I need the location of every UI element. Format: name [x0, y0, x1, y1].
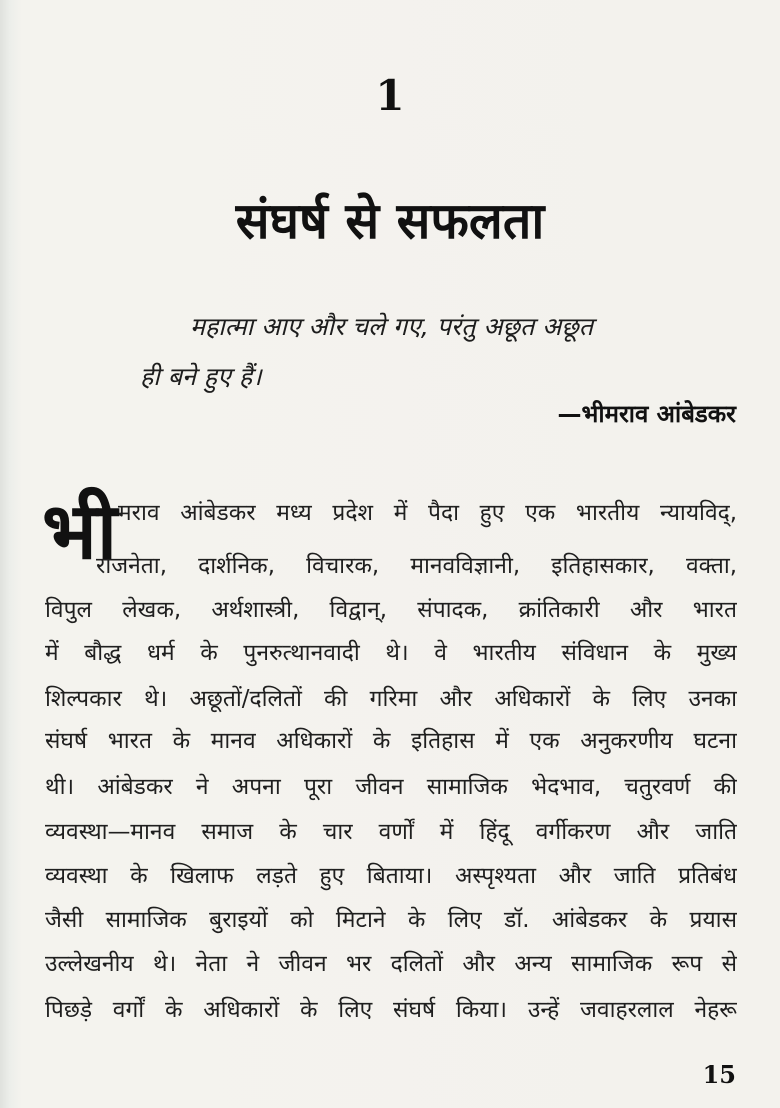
body-line: राजनेता, दार्शनिक, विचारक, मानवविज्ञानी, इतिहासकार, वक्ता,	[96, 553, 737, 579]
epigraph	[140, 302, 740, 402]
page-number: 15	[702, 1060, 736, 1089]
body-line: व्यवस्था के खिलाफ लड़ते हुए बिताया। अस्पृश्यता और जाति प्रतिबंध	[45, 863, 737, 889]
epigraph-attribution: —भीमराव आंबेडकर	[557, 400, 736, 428]
body-line: जैसी सामाजिक बुराइयों को मिटाने के लिए डॉ. आंबेडकर के प्रयास	[45, 907, 737, 933]
body-line: मराव आंबेडकर मध्य प्रदेश में पैदा हुए एक भारतीय न्यायविद्,	[118, 500, 737, 526]
epigraph-line: महात्मा आए और चले गए, परंतु अछूत अछूत	[190, 312, 594, 341]
epigraph-line: ही बने हुए हैं।	[140, 362, 262, 391]
chapter-number: 1	[375, 71, 405, 120]
body-line: शिल्पकार थे। अछूतों/दलितों की गरिमा और अधिकारों के लिए उनका	[45, 686, 737, 712]
body-line: पिछड़े वर्गों के अधिकारों के लिए संघर्ष किया। उन्हें जवाहरलाल नेहरू	[45, 997, 737, 1023]
body-line: थी। आंबेडकर ने अपना पूरा जीवन सामाजिक भेदभाव, चतुरवर्ण की	[45, 774, 737, 800]
drop-cap: भी	[42, 487, 118, 577]
body-line: उल्लेखनीय थे। नेता ने जीवन भर दलितों और अन्य सामाजिक रूप से	[45, 951, 737, 977]
body-line: विपुल लेखक, अर्थशास्त्री, विद्वान्, संपादक, क्रांतिकारी और भारत	[45, 597, 737, 623]
body-line: में बौद्ध धर्म के पुनरुत्थानवादी थे। वे भारतीय संविधान के मुख्य	[45, 640, 737, 666]
body-line: संघर्ष भारत के मानव अधिकारों के इतिहास में एक अनुकरणीय घटना	[45, 728, 737, 754]
body-line: व्यवस्था—मानव समाज के चार वर्णों में हिंदू वर्गीकरण और जाति	[45, 819, 737, 845]
chapter-title: संघर्ष से सफलता	[235, 191, 545, 250]
